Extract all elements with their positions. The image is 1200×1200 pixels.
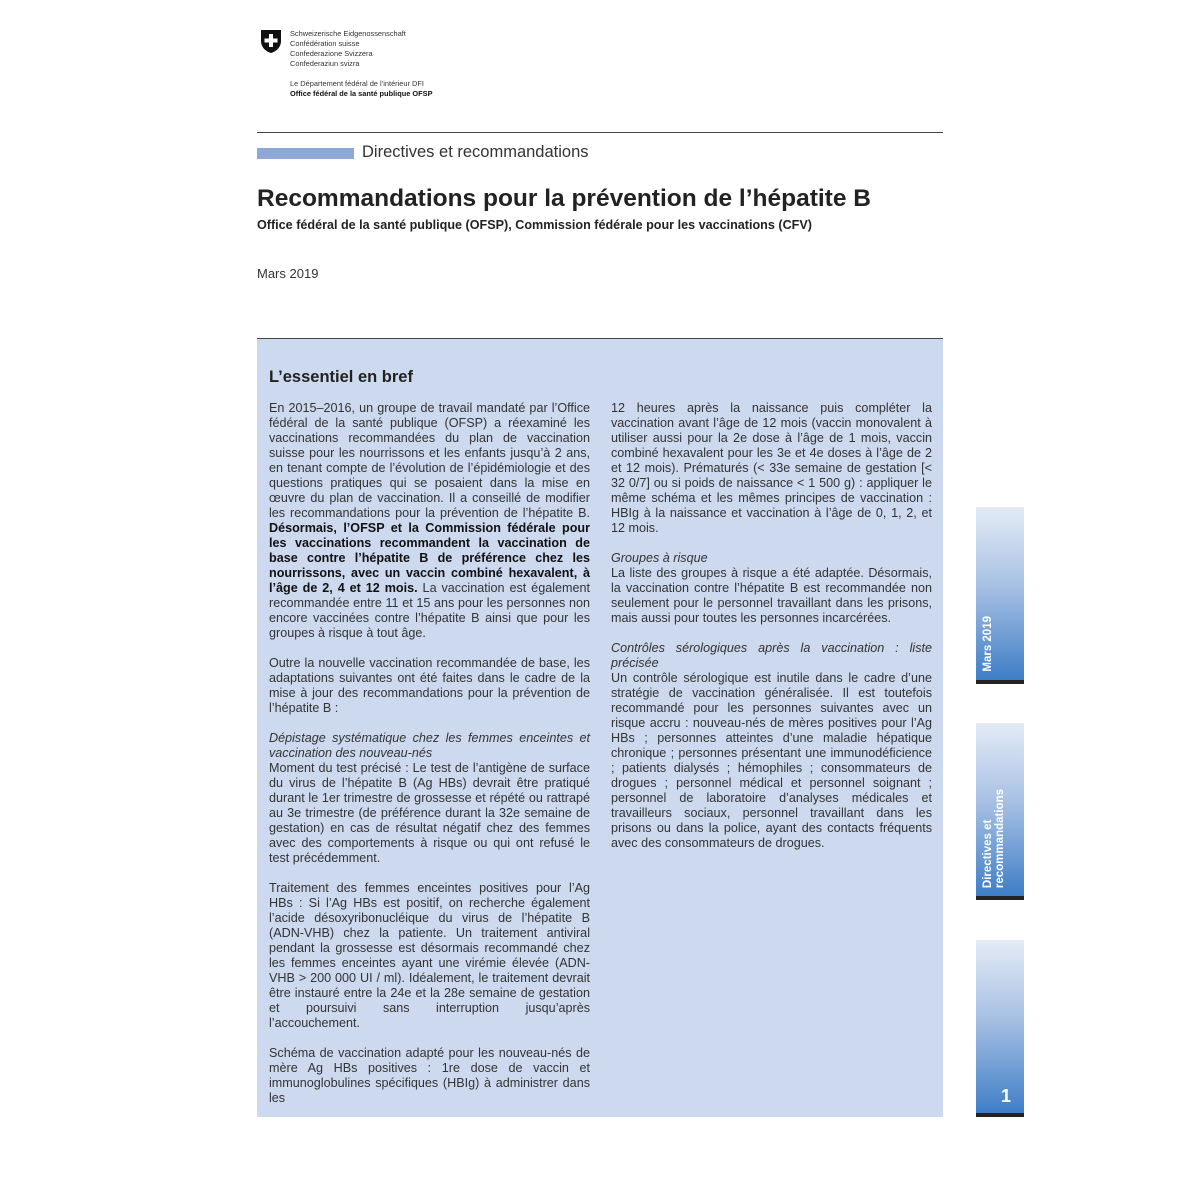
publication-date: Mars 2019 — [257, 266, 319, 281]
paragraph: Schéma de vaccination adapté pour les nouveau-nés de mère Ag HBs positives : 1re dose de vaccin et immunoglobulines spécifiques (HBIg) à administrer dans les — [269, 1046, 590, 1105]
section — [611, 551, 932, 626]
label-line: recommandations — [994, 788, 1006, 888]
section-text: La liste des groupes à risque a été adaptée. Désormais, la vaccination contre l’hépatite B est recommandée non seulement pour le personnel travaillant dans les prisons, mais aussi pour toutes les personnes incarcérées. — [611, 566, 932, 625]
swiss-coat-of-arms-icon — [260, 29, 282, 54]
side-tab-category — [976, 723, 1024, 900]
key-recommendation: Désormais, l’OFSP et la Commission fédérale pour les vaccinations recommandent la vaccination de base contre l’hépatite B de préférence chez les nourrissons, avec un vaccin combiné hexavalent, à l’âge de 2, 4 et 12 mois. — [269, 521, 590, 595]
confederation-names — [290, 29, 406, 69]
paragraph: Outre la nouvelle vaccination recommandée de base, les adaptations suivantes ont été faites dans le cadre de la mise à jour des recommandations pour la prévention de l’hépatite B : — [269, 656, 590, 715]
section-title: Contrôles sérologiques après la vaccination : liste précisée — [611, 641, 932, 670]
category-label: Directives et recommandations — [362, 143, 589, 161]
confederation-line: Confederazione Svizzera — [290, 49, 373, 58]
confederation-line: Schweizerische Eidgenossenschaft — [290, 29, 406, 38]
department-name: Le Département fédéral de l’intérieur DFI — [290, 79, 424, 88]
department-block — [290, 79, 433, 99]
paragraph: Traitement des femmes enceintes positives pour l’Ag HBs : Si l’Ag HBs est positif, on recherche également l’acide désoxyribonucléique du virus de l’hépatite B (ADN-VHB) chez la patiente. Un traitement antiviral pendant la grossesse est désormais recommandé chez les femmes enceintes ayant une virémie élevée (ADN-VHB > 200 000 UI / ml). Idéalement, le traitement devrait être instauré entre la 24e et la 28e semaine de gestation et poursuivi sans interruption jusqu’après l’accouchement. — [269, 881, 590, 1030]
side-tab-label — [982, 789, 1006, 888]
text: En 2015–2016, un groupe de travail mandaté par l’Office fédéral de la santé publique (OFSP) a réexaminé les vaccinations recommandées du plan de vaccination suisse pour les nourrissons et les enfants jusqu’à 2 ans, en tenant compte de l’évolution de l’épidémiologie et des questions pratiques qui se posaient dans la mise en œuvre du plan de vaccination. Il a conseillé de modifier les recommandations pour la prévention de l’hépatite B. — [269, 401, 590, 520]
side-tab-date — [976, 507, 1024, 684]
text: La vaccination est également recommandée entre 11 et 15 ans pour les personnes non encore vaccinées contre l’hépatite B ainsi que pour les groupes à risque à tout âge. — [269, 581, 590, 640]
paragraph: 12 heures après la naissance puis compléter la vaccination avant l’âge de 12 mois (vaccin monovalent à utiliser aussi pour la 2e dose à l’âge de 1 mois, vaccin combiné hexavalent pour les 3e et 4e doses à l’âge de 2 et 12 mois). Prématurés (< 33e semaine de gestation [< 32 0/7] ou si poids de naissance < 1 500 g) : appliquer le même schéma et les mêmes principes de vaccination : HBIg à la naissance et vaccination à l’âge de 0, 1, 2, et 12 mois. — [611, 401, 932, 535]
confederation-line: Confederaziun svizra — [290, 59, 360, 68]
section — [611, 641, 932, 851]
paragraph — [269, 401, 590, 641]
divider — [257, 132, 943, 133]
section — [269, 731, 590, 866]
section-text: Moment du test précisé : Le test de l’antigène de surface du virus de l’hépatite B (Ag HBs) devrait être pratiqué durant le 1er trimestre de grossesse et répété ou rattrapé au 3e trimestre (de préférence durant la 32e semaine de gestation) en cas de résultat négatif chez des femmes avec des comportements à risque ou qui ont refusé le test précédemment. — [269, 761, 590, 865]
summary-right-column — [611, 401, 932, 866]
side-tab-page — [976, 940, 1024, 1117]
section-title: Dépistage systématique chez les femmes enceintes et vaccination des nouveau-nés — [269, 731, 590, 760]
category-bar — [257, 148, 354, 159]
subtitle: Office fédéral de la santé publique (OFSP), Commission fédérale pour les vaccinations (CFV) — [257, 218, 812, 232]
summary-left-column — [269, 401, 590, 1121]
section-text: Un contrôle sérologique est inutile dans le cadre d’une stratégie de vaccination généralisée. Il est toutefois recommandé pour les personnes suivantes avec un risque accru : nouveau-nés de mères positives pour l’Ag HBs ; personnes atteintes d’une maladie hépatique chronique ; personnes présentant une immunodéficience ; patients dialysés ; hémophiles ; consommateurs de drogues ; personnel médical et personnel soignant ; personnel de laboratoire d’analyses médicales et travailleurs sociaux, personnel travaillant dans les prisons ou dans la police, ayant des contacts fréquents avec des consommateurs de drogues. — [611, 671, 932, 850]
summary-box — [257, 338, 943, 1117]
summary-heading: L’essentiel en bref — [269, 368, 413, 386]
page-title: Recommandations pour la prévention de l’hépatite B — [257, 185, 871, 212]
page-number: 1 — [1000, 1086, 1011, 1106]
section-title: Groupes à risque — [611, 551, 708, 565]
side-tab-label: Mars 2019 — [982, 616, 994, 672]
office-name: Office fédéral de la santé publique OFSP — [290, 89, 433, 98]
label-line: Directives et — [982, 819, 994, 888]
confederation-line: Confédération suisse — [290, 39, 360, 48]
